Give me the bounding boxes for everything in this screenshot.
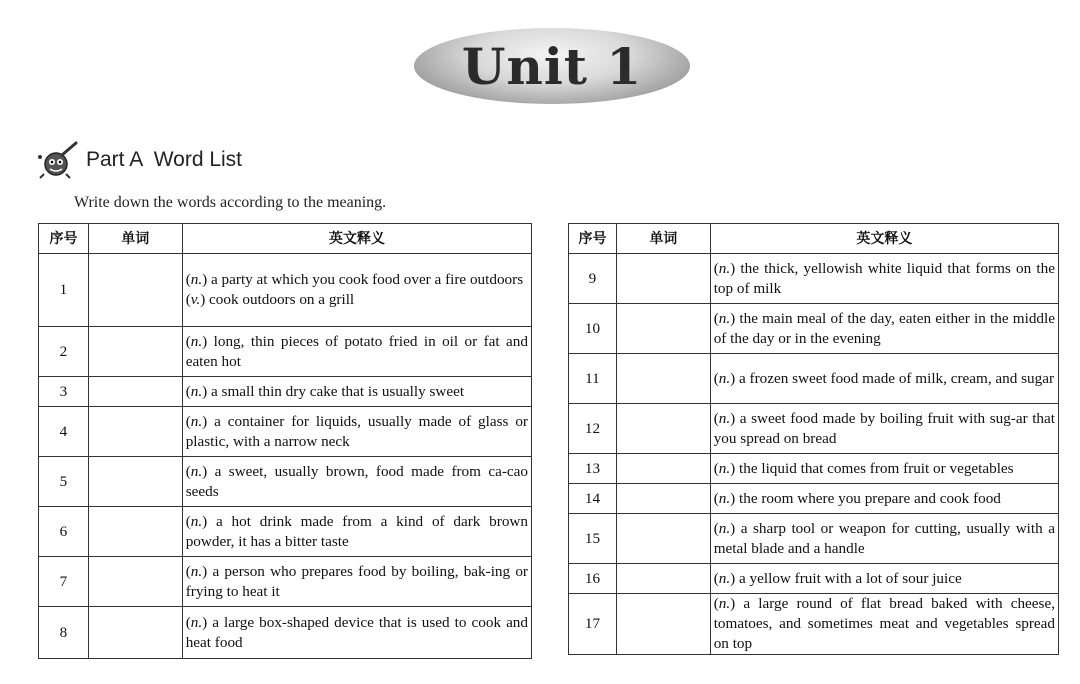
definition-line: (n.) a frozen sweet food made of milk, cream, and sugar [713,369,1055,387]
definition-cell [710,304,1058,354]
definition-cell [182,407,531,457]
definition-cell [710,564,1058,594]
definition-text: long, thin pieces of potato fried in oil or fat and eaten hot [185,332,528,370]
part-of-speech: n. [190,512,203,530]
word-answer-cell[interactable] [88,457,182,507]
definition-text: a sweet, usually brown, food made from ca-cao seeds [185,462,528,500]
table-row [569,594,1059,655]
table-row [39,377,532,407]
definition-text: a container for liquids, usually made of glass or plastic, with a narrow neck [185,412,528,450]
row-number: 9 [569,254,617,304]
definition-text: the main meal of the day, eaten either in the middle of the day or in the evening [713,309,1055,347]
definition-line: (n.) a large round of flat bread baked with cheese, tomatoes, and sometimes meat and vegetables spread on top [713,595,1055,652]
header-definition: 英文释义 [182,224,531,254]
part-of-speech: n. [718,489,731,507]
word-list-table-left [38,223,532,659]
table-row [39,607,532,659]
definition-cell [710,354,1058,404]
definition-text: a small thin dry cake that is usually sweet [207,382,465,400]
word-list-table-right [568,223,1059,655]
definition-text: a party at which you cook food over a fire outdoors [207,271,524,288]
table-row [39,457,532,507]
part-of-speech: n. [190,412,203,430]
part-of-speech: n. [718,409,731,427]
row-number: 2 [39,327,89,377]
part-of-speech: n. [190,271,203,288]
part-of-speech: n. [718,519,731,537]
row-number: 3 [39,377,89,407]
table-row [569,354,1059,404]
definition-cell [182,507,531,557]
table-row [569,254,1059,304]
table-row [569,484,1059,514]
definition-text: a person who prepares food by boiling, bak-ing or frying to heat it [185,562,528,600]
definition-cell [182,557,531,607]
word-answer-cell[interactable] [616,564,710,594]
definition-text: a sweet food made by boiling fruit with sug-ar that you spread on bread [713,409,1055,447]
part-of-speech: n. [718,569,731,587]
header-definition: 英文释义 [710,224,1058,254]
definition-text: a large box-shaped device that is used to cook and heat food [185,613,528,651]
unit-title: Unit 1 [461,36,643,96]
definition-line: (v.) cook outdoors on a grill [185,291,355,308]
definition-line: (n.) long, thin pieces of potato fried in oil or fat and eaten hot [185,332,528,370]
row-number: 10 [569,304,617,354]
notebook-pencil-icon [36,141,80,179]
row-number: 16 [569,564,617,594]
definition-cell [710,594,1058,655]
definition-line: (n.) a sweet, usually brown, food made from ca-cao seeds [185,462,528,500]
definition-text: a hot drink made from a kind of dark brown powder, it has a bitter taste [185,512,528,550]
instruction-text: Write down the words according to the meaning. [74,194,387,211]
definition-line: (n.) a sharp tool or weapon for cutting, usually with a metal blade and a handle [713,519,1055,557]
definition-line: (n.) a hot drink made from a kind of dark brown powder, it has a bitter taste [185,512,528,550]
definition-cell [182,377,531,407]
definition-cell [710,484,1058,514]
definition-line: (n.) the main meal of the day, eaten either in the middle of the day or in the evening [713,309,1055,347]
row-number: 14 [569,484,617,514]
word-answer-cell[interactable] [616,404,710,454]
word-answer-cell[interactable] [616,254,710,304]
row-number: 8 [39,607,89,659]
row-number: 17 [569,594,617,655]
definition-text: a sharp tool or weapon for cutting, usually with a metal blade and a handle [713,519,1055,557]
row-number: 11 [569,354,617,404]
part-of-speech: n. [718,459,731,477]
definition-line: (n.) a small thin dry cake that is usually sweet [185,382,465,400]
definition-line: (n.) a yellow fruit with a lot of sour juice [713,569,962,587]
definition-text: the thick, yellowish white liquid that forms on the top of milk [713,259,1055,297]
part-of-speech: n. [190,562,203,580]
definition-cell [182,327,531,377]
word-answer-cell[interactable] [88,407,182,457]
part-of-speech: n. [718,595,731,612]
definition-text: a frozen sweet food made of milk, cream, and sugar [735,369,1055,387]
table-row [39,407,532,457]
part-of-speech: n. [718,369,731,387]
definition-text: a yellow fruit with a lot of sour juice [735,569,962,587]
part-header [36,142,242,178]
word-answer-cell[interactable] [616,454,710,484]
definition-text: the room where you prepare and cook food [735,489,1001,507]
part-of-speech: n. [718,259,731,277]
table-header-row [569,224,1059,254]
definition-cell [710,404,1058,454]
word-answer-cell[interactable] [616,484,710,514]
definition-line: (n.) the thick, yellowish white liquid that forms on the top of milk [713,259,1055,297]
definition-line: (n.) a large box-shaped device that is used to cook and heat food [185,613,528,651]
definition-text: cook outdoors on a grill [205,291,355,308]
part-of-speech: n. [190,462,203,480]
word-answer-cell[interactable] [88,507,182,557]
part-of-speech: v. [190,291,201,308]
table-row [569,304,1059,354]
part-of-speech: n. [190,332,203,350]
row-number: 6 [39,507,89,557]
part-of-speech: n. [190,613,203,631]
row-number: 5 [39,457,89,507]
word-answer-cell[interactable] [616,594,710,655]
definition-line: (n.) the room where you prepare and cook food [713,489,1001,507]
row-number: 4 [39,407,89,457]
header-number: 序号 [569,224,617,254]
row-number: 13 [569,454,617,484]
definition-text: the liquid that comes from fruit or vegetables [735,459,1014,477]
word-answer-cell[interactable] [88,254,182,327]
definition-cell [182,457,531,507]
part-title: Part A Word List [86,148,243,171]
part-of-speech: n. [718,309,731,327]
word-answer-cell[interactable] [616,514,710,564]
table-row [569,404,1059,454]
table-header-row [39,224,532,254]
table-row [569,514,1059,564]
header-word: 单词 [616,224,710,254]
row-number: 7 [39,557,89,607]
row-number: 1 [39,254,89,327]
definition-cell [710,254,1058,304]
definition-line: (n.) a person who prepares food by boiling, bak-ing or frying to heat it [185,562,528,600]
definition-line: (n.) a container for liquids, usually made of glass or plastic, with a narrow neck [185,412,528,450]
definition-line: (n.) a party at which you cook food over a fire outdoors [185,271,524,288]
word-answer-cell[interactable] [88,327,182,377]
table-row [569,454,1059,484]
word-answer-cell[interactable] [88,377,182,407]
word-answer-cell[interactable] [616,304,710,354]
header-number: 序号 [39,224,89,254]
row-number: 12 [569,404,617,454]
definition-line: (n.) the liquid that comes from fruit or vegetables [713,459,1014,477]
word-answer-cell[interactable] [88,607,182,659]
definition-text: a large round of flat bread baked with cheese, tomatoes, and sometimes meat and vegetables spread on top [713,595,1055,652]
definition-cell [710,514,1058,564]
definition-line: (n.) a sweet food made by boiling fruit with sug-ar that you spread on bread [713,409,1055,447]
table-row [569,564,1059,594]
word-answer-cell[interactable] [88,557,182,607]
table-row [39,507,532,557]
part-of-speech: n. [190,382,203,400]
header-word: 单词 [88,224,182,254]
definition-cell [182,254,531,327]
definition-cell [710,454,1058,484]
row-number: 15 [569,514,617,564]
table-row [39,557,532,607]
definition-cell [182,607,531,659]
word-answer-cell[interactable] [616,354,710,404]
table-row [39,254,532,327]
table-row [39,327,532,377]
